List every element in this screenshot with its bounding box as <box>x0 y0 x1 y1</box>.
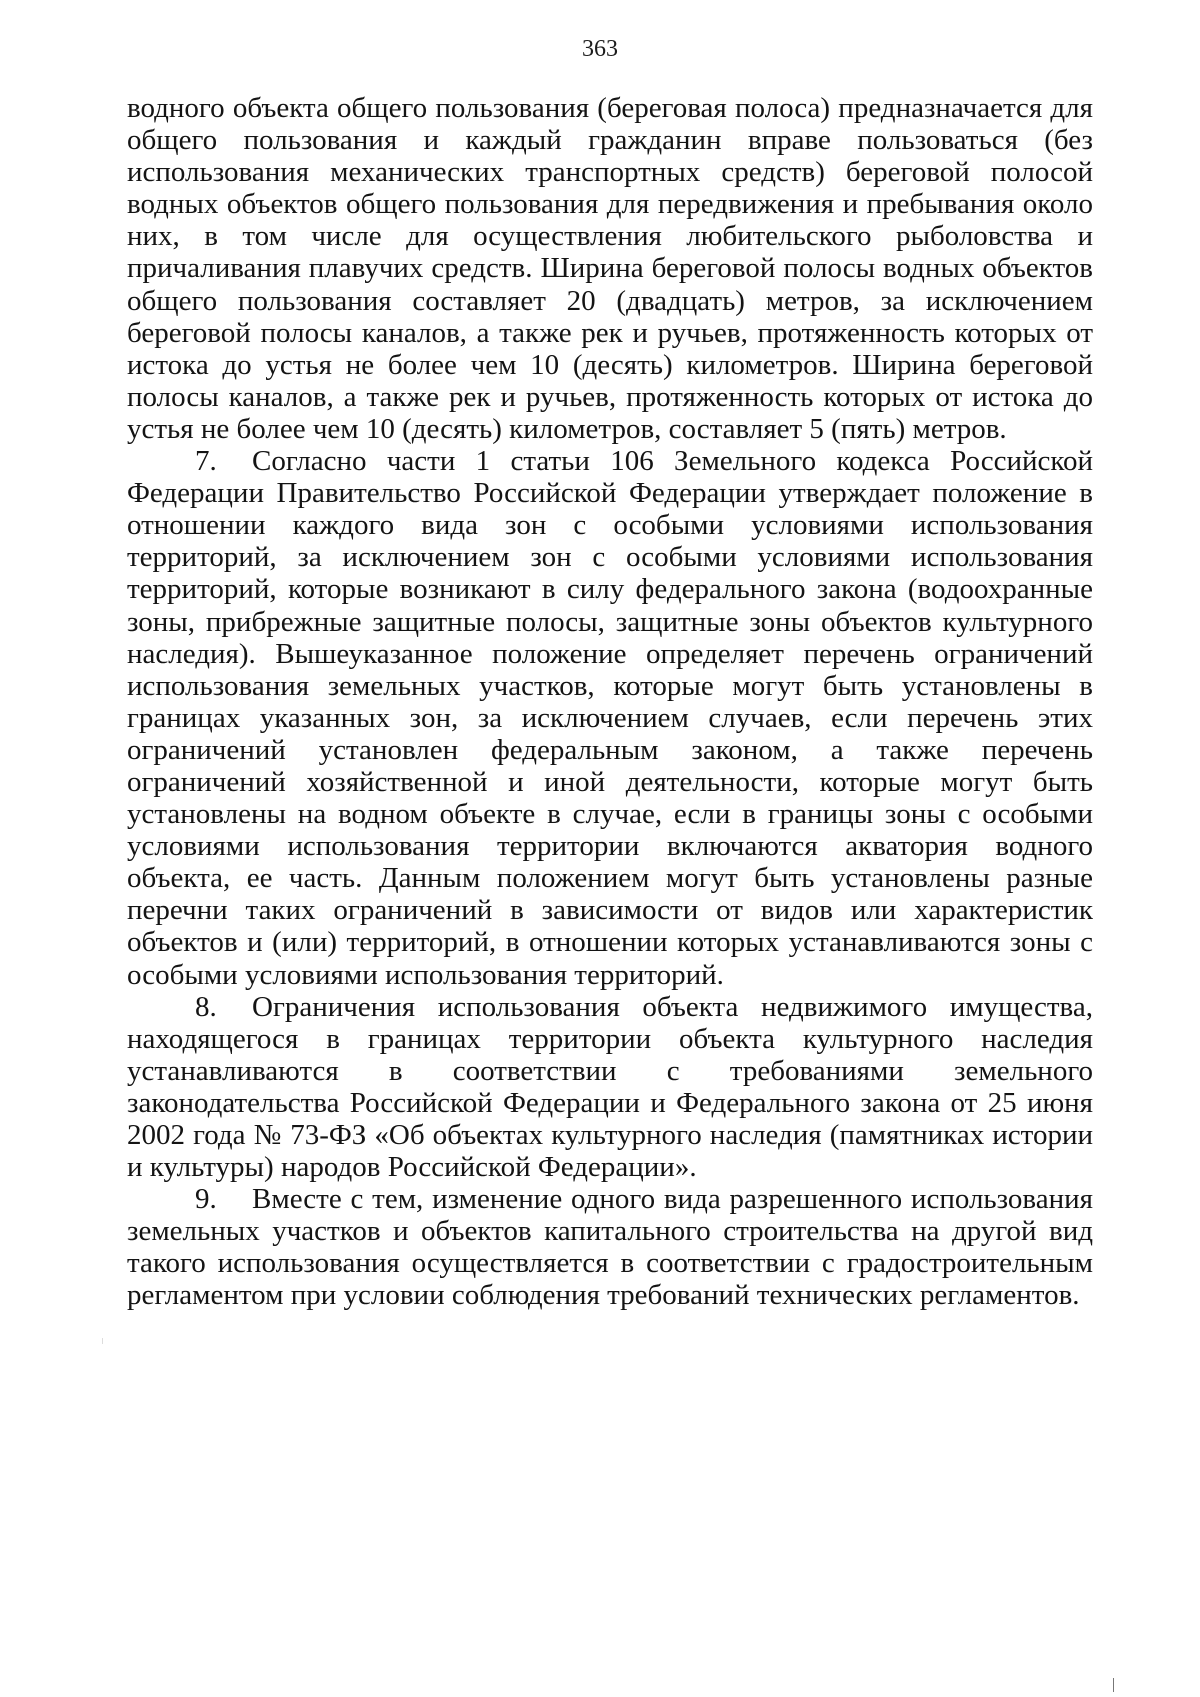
scan-artifact-mark <box>1113 1678 1114 1692</box>
item-text-7: Согласно части 1 статьи 106 Земельного кодекса Российской Федерации Правительство Российской Федерации утверждает положение в отношении каждого вида зон с особыми условиями использования территорий, за исключением зон с особыми условиями использования территорий, которые возникают в силу федерального закона (водоохранные зоны, прибрежные защитные полосы, защитные зоны объектов культурного наследия). Вышеуказанное положение определяет перечень ограничений использования земельных участков, которые могут быть установлены в границах указанных зон, за исключением случаев, если перечень этих ограничений установлен федеральным законом, а также перечень ограничений хозяйственной и иной деятельности, которые могут быть установлены на водном объекте в случае, если в границы зоны с особыми условиями использования территории включаются акватория водного объекта, ее часть. Данным положением могут быть установлены разные перечни таких ограничений в зависимости от видов или характеристик объектов и (или) территорий, в отношении которых устанавливаются зоны с особыми условиями использования территорий. <box>127 445 1093 991</box>
item-number-8: 8. <box>195 990 217 1023</box>
document-body <box>127 92 1093 1312</box>
paragraph-item-8 <box>127 991 1093 1184</box>
scan-artifact-dot <box>102 1338 103 1344</box>
paragraph-item-7 <box>127 445 1093 991</box>
item-number-7: 7. <box>195 445 217 478</box>
page-number: 363 <box>582 36 618 62</box>
item-text-9: Вместе с тем, изменение одного вида разрешенного использования земельных участков и объектов капитального строительства на другой вид такого использования осуществляется в соответствии с градостроительным регламентом при условии соблюдения требований технических регламентов. <box>127 1183 1093 1312</box>
paragraph-continuation: водного объекта общего пользования (береговая полоса) предназначается для общего пользования и каждый гражданин вправе пользоваться (без использования механических транспортных средств) береговой полосой водных объектов общего пользования для передвижения и пребывания около них, в том числе для осуществления любительского рыболовства и причаливания плавучих средств. Ширина береговой полосы водных объектов общего пользования составляет 20 (двадцать) метров, за исключением береговой полосы каналов, а также рек и ручьев, протяженность которых от истока до устья не более чем 10 (десять) километров. Ширина береговой полосы каналов, а также рек и ручьев, протяженность которых от истока до устья не более чем 10 (десять) километров, составляет 5 (пять) метров. <box>127 92 1093 445</box>
item-text-8: Ограничения использования объекта недвижимого имущества, находящегося в границах территории объекта культурного наследия устанавливаются в соответствии с требованиями земельного законодательства Российской Федерации и Федерального закона от 25 июня 2002 года № 73-ФЗ «Об объектах культурного наследия (памятниках истории и культуры) народов Российской Федерации». <box>127 990 1093 1184</box>
paragraph-item-9 <box>127 1183 1093 1311</box>
item-number-9: 9. <box>195 1183 217 1216</box>
